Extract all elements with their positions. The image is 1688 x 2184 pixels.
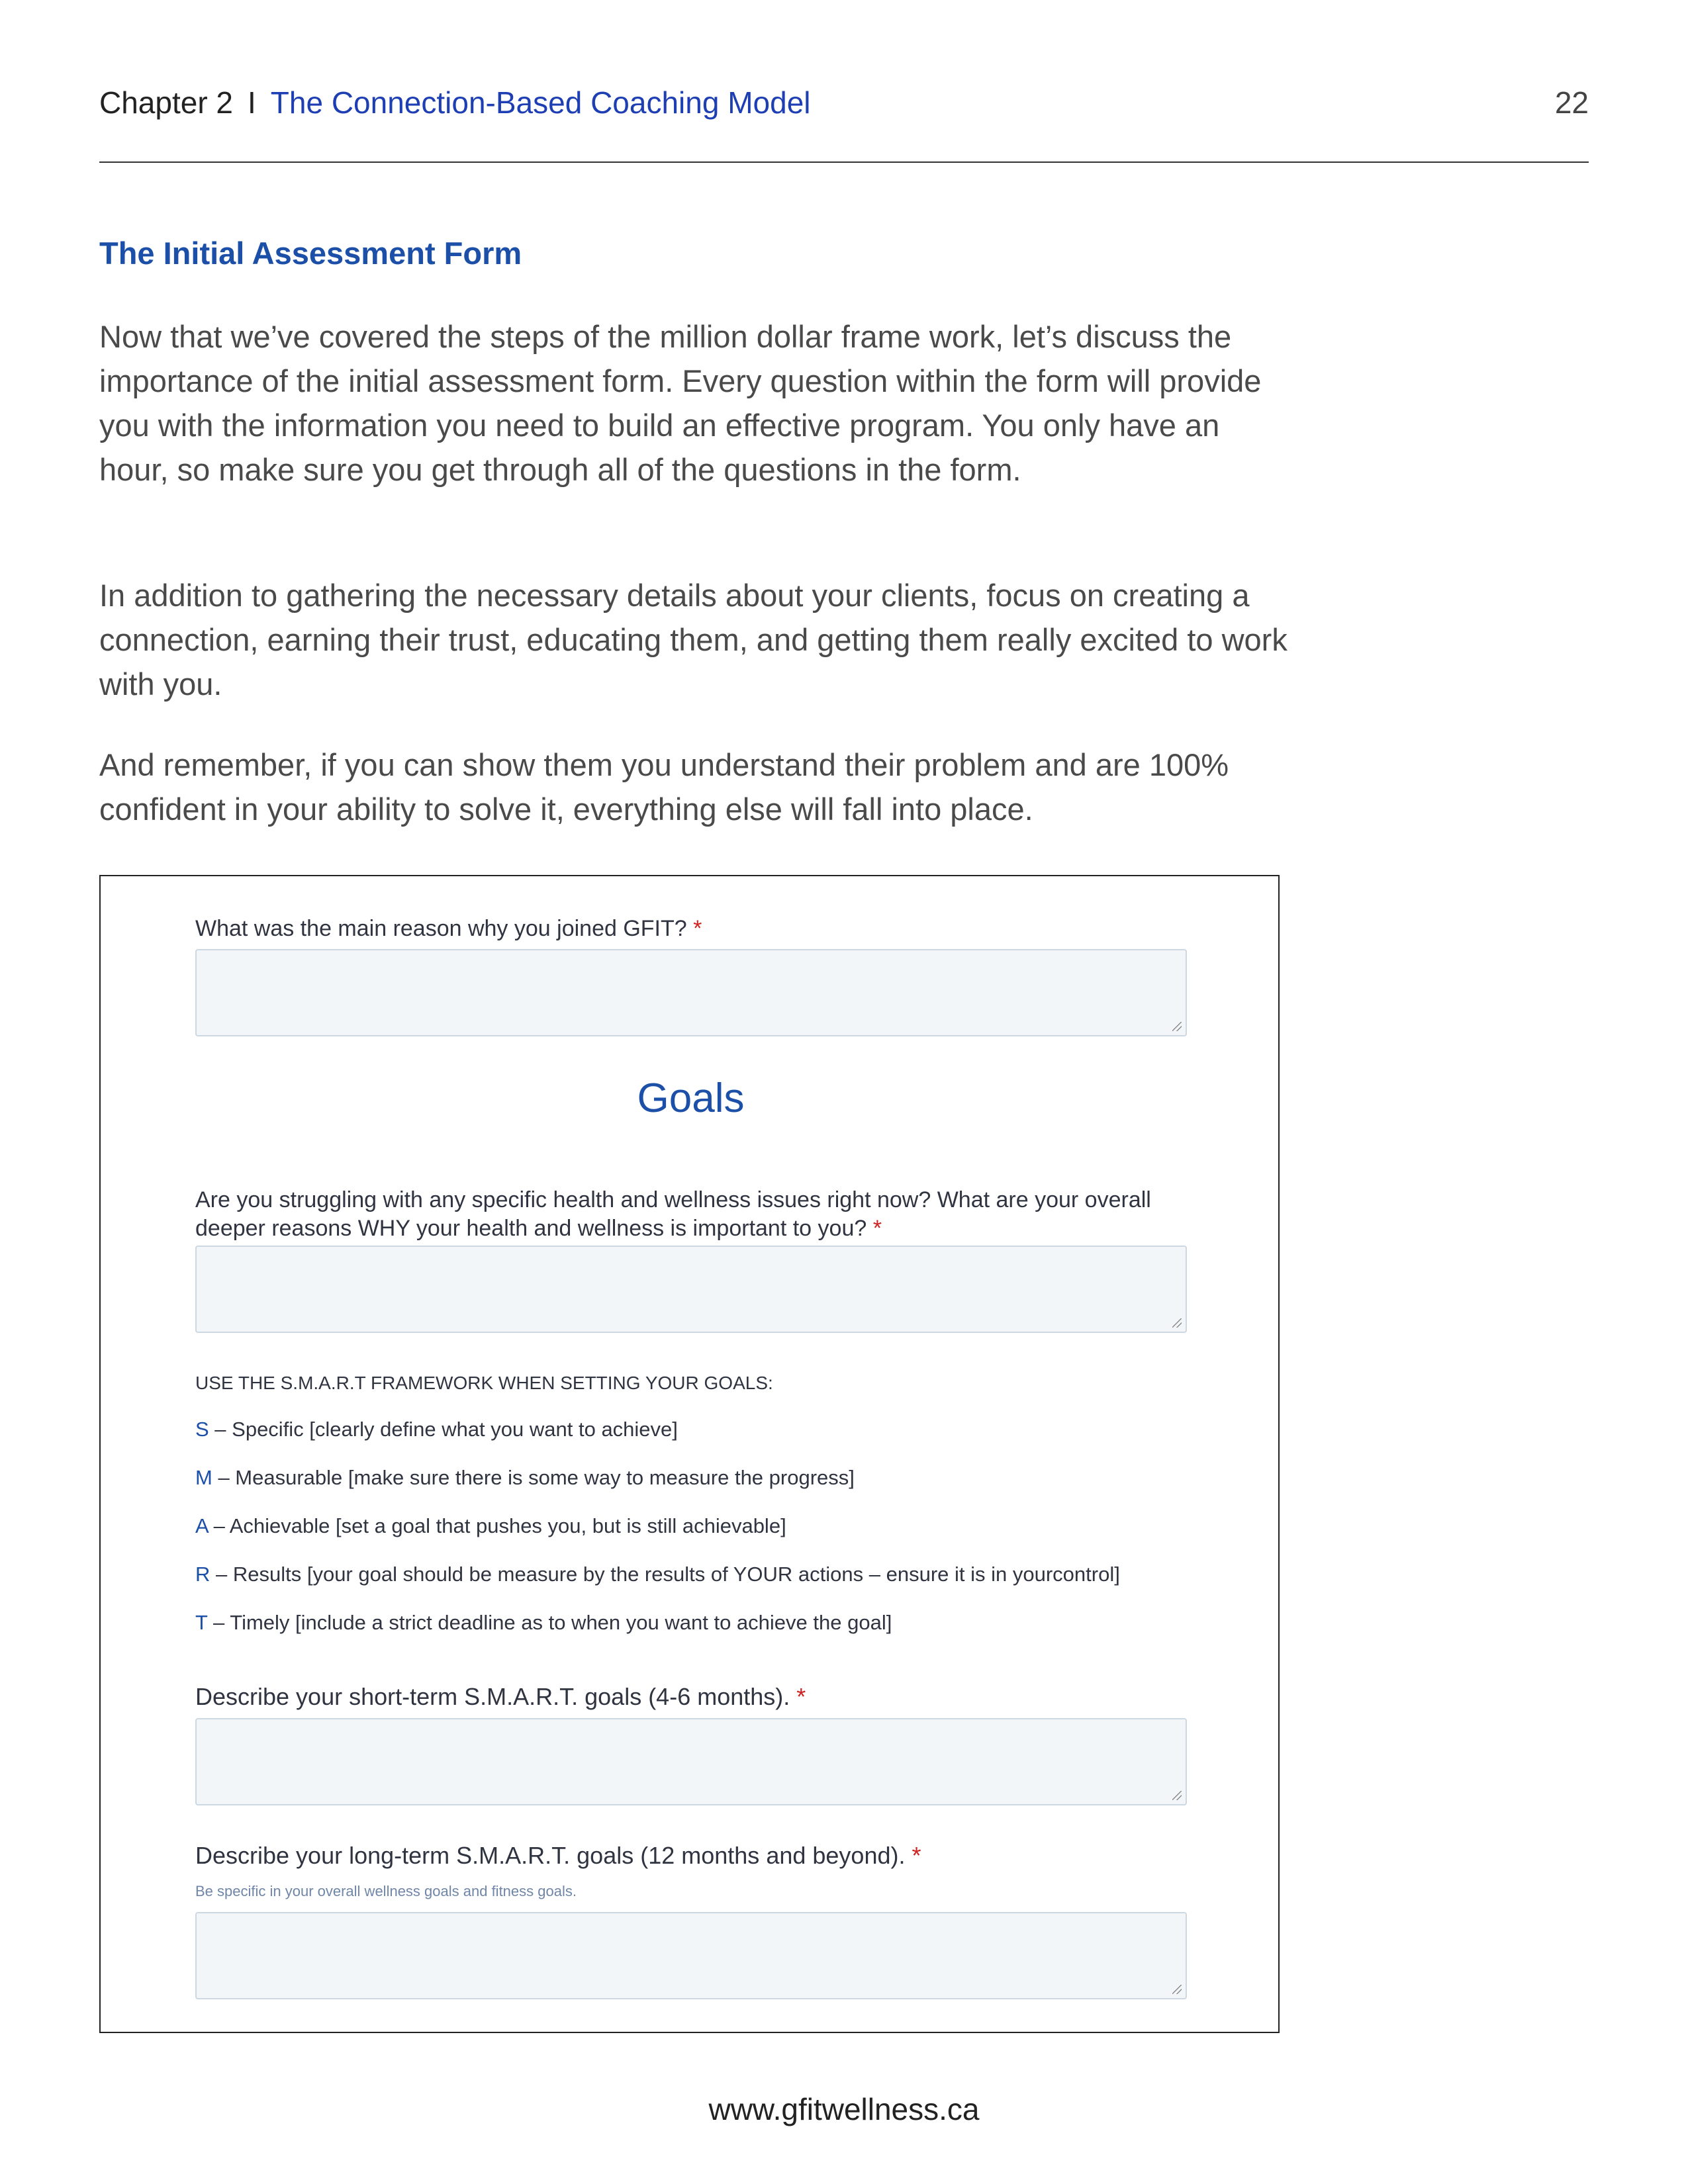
health-issues-textarea[interactable] <box>195 1246 1187 1333</box>
resize-grip-icon[interactable] <box>1172 1318 1182 1328</box>
question-short-term-goals-text: Describe your short-term S.M.A.R.T. goals (4-6 months). <box>195 1683 790 1710</box>
page-header <box>99 79 1589 126</box>
short-term-goals-textarea[interactable] <box>195 1718 1187 1805</box>
question-main-reason-text: What was the main reason why you joined GFIT? <box>195 916 687 941</box>
resize-grip-icon[interactable] <box>1172 1022 1182 1031</box>
long-term-goals-hint: Be specific in your overall wellness goals and fitness goals. <box>195 1883 577 1899</box>
long-term-goals-textarea[interactable] <box>195 1912 1187 1999</box>
page-number: 22 <box>1554 85 1589 120</box>
smart-text: – Results [your goal should be measure by the results of YOUR actions – ensure it is in yourcontrol] <box>210 1563 1120 1586</box>
paragraph-3: And remember, if you can show them you understand their problem and are 100% confident in your ability to solve it, everything else will fall into place. <box>99 747 1229 827</box>
smart-item-s <box>195 1418 678 1441</box>
smart-item-m <box>195 1466 855 1490</box>
chapter-label: Chapter 2 <box>99 85 234 120</box>
header-divider <box>99 161 1589 163</box>
smart-letter: T <box>195 1611 208 1634</box>
smart-item-r <box>195 1563 1120 1586</box>
footer-url: www.gfitwellness.ca <box>708 2092 980 2126</box>
question-health-issues-text: Are you struggling with any specific health and wellness issues right now? What are your overall deeper reasons WHY your health and wellness is important to you? <box>195 1187 1151 1241</box>
required-asterisk: * <box>796 1683 806 1710</box>
smart-text: – Specific [clearly define what you want to achieve] <box>209 1418 678 1441</box>
required-asterisk: * <box>912 1842 921 1869</box>
question-main-reason <box>195 915 1188 943</box>
smart-item-a <box>195 1514 786 1538</box>
main-reason-textarea[interactable] <box>195 949 1187 1036</box>
required-asterisk: * <box>872 1216 882 1241</box>
question-long-term-goals-text: Describe your long-term S.M.A.R.T. goals (12 months and beyond). <box>195 1842 906 1869</box>
assessment-form-screenshot <box>99 875 1280 2033</box>
resize-grip-icon[interactable] <box>1172 1791 1182 1800</box>
smart-text: – Achievable [set a goal that pushes you, but is still achievable] <box>207 1514 786 1537</box>
smart-letter: A <box>195 1514 208 1537</box>
smart-letter: S <box>195 1418 209 1441</box>
goals-heading: Goals <box>637 1075 745 1121</box>
section-title: The Initial Assessment Form <box>99 236 522 271</box>
paragraph-1: Now that we’ve covered the steps of the million dollar frame work, let’s discuss the importance of the initial assessment form. Every question within the form will provide you with the information you need to build an effective program. You only have an hour, so make sure you get through all of the questions in the form. <box>99 319 1262 487</box>
smart-framework-title: USE THE S.M.A.R.T FRAMEWORK WHEN SETTING YOUR GOALS: <box>195 1373 773 1393</box>
header-separator: I <box>248 85 256 120</box>
question-short-term-goals <box>195 1682 1188 1711</box>
smart-item-t <box>195 1611 892 1635</box>
smart-text: – Timely [include a strict deadline as to when you want to achieve the goal] <box>207 1611 892 1634</box>
smart-text: – Measurable [make sure there is some way to measure the progress] <box>212 1466 855 1489</box>
paragraph-2: In addition to gathering the necessary details about your clients, focus on creating a connection, earning their trust, educating them, and getting them really excited to work with you. <box>99 578 1288 702</box>
question-long-term-goals <box>195 1841 1188 1870</box>
resize-grip-icon[interactable] <box>1172 1985 1182 1994</box>
chapter-title: The Connection-Based Coaching Model <box>270 85 811 120</box>
smart-letter: R <box>195 1563 211 1586</box>
required-asterisk: * <box>693 916 702 941</box>
question-health-issues <box>195 1186 1188 1243</box>
smart-letter: M <box>195 1466 212 1489</box>
